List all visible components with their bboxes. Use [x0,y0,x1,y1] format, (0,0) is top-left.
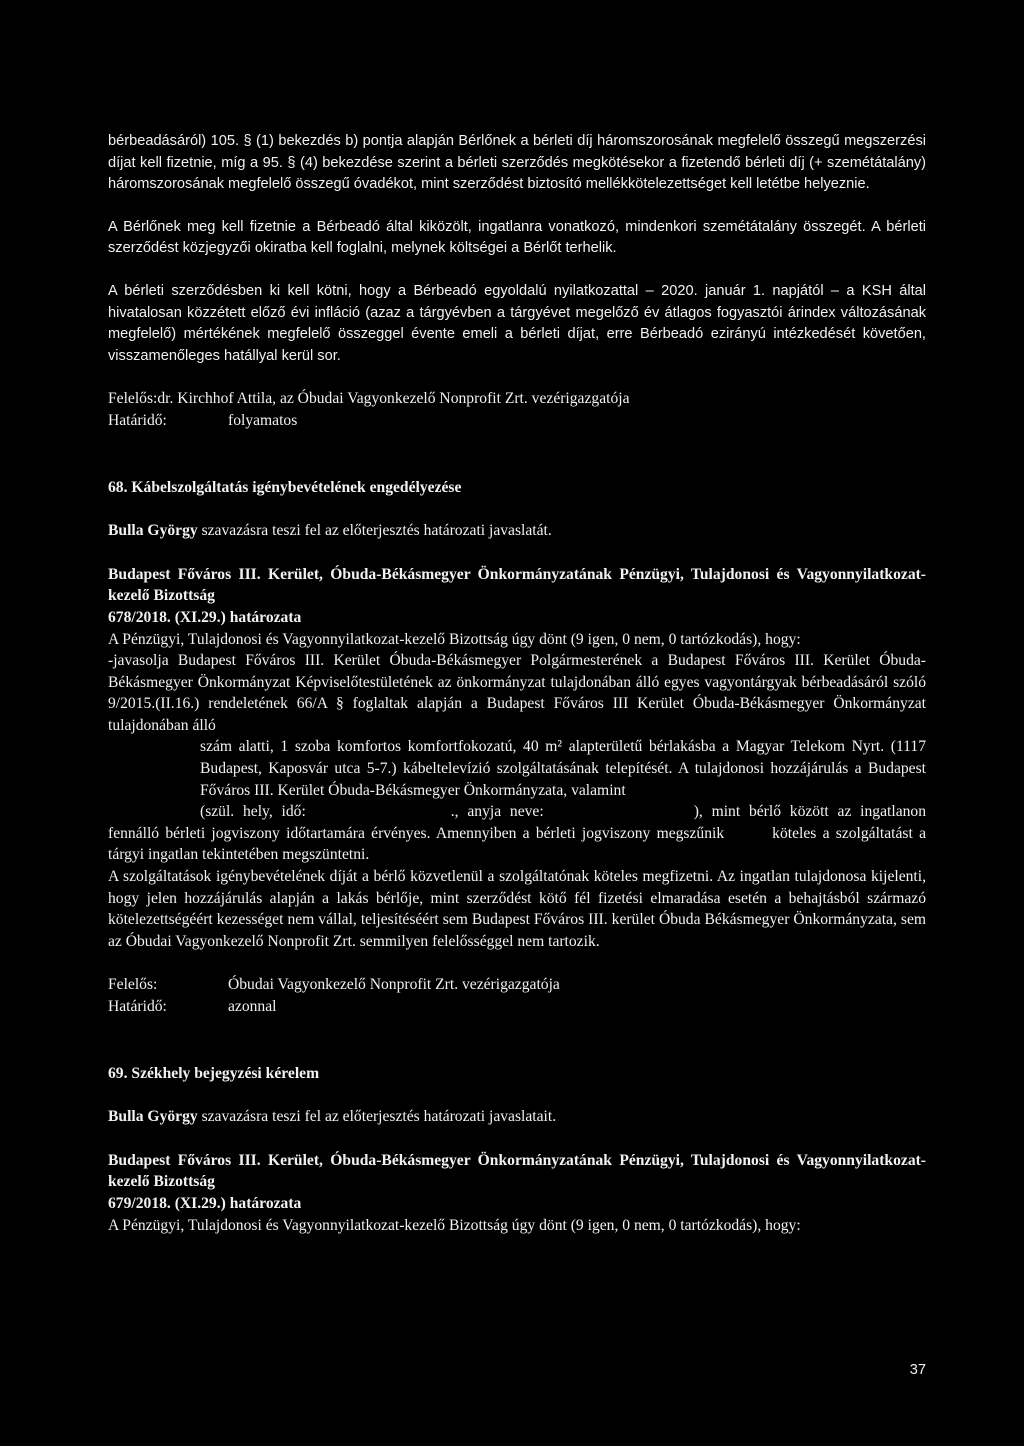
item68-decision: A Pénzügyi, Tulajdonosi és Vagyonnyilatkozat-kezelő Bizottság úgy dönt (9 igen, 0 nem, 0 tartózkodás), hogy: [108,630,801,648]
item68-resolution-number: 678/2018. (XI.29.) [108,608,226,626]
item68-vote-name: Bulla György [108,522,198,540]
item68-vote-text: szavazásra teszi fel az előterjesztés határozati javaslatát. [197,522,552,540]
item69-resolution-word: határozata [225,1194,302,1212]
item68-hatarido-label: Határidő: [108,998,167,1015]
item69-heading-title: Székhely bejegyzési kérelem [131,1064,320,1082]
item69-vote-text: szavazásra teszi fel az előterjesztés határozati javaslatait. [197,1108,557,1126]
item68-vote-line [108,520,926,542]
item68-felelos-label: Felelős: [108,976,158,994]
item68-heading-number: 68. [108,478,128,496]
item68-body-3a: (szül. hely, idő: [200,803,306,821]
item69-vote-name: Bulla György [108,1108,198,1126]
intro-paragraph-2: A Bérlőnek meg kell fizetnie a Bérbeadó által kiközölt, ingatlanra vonatkozó, mindenkori szemétátalány összegét. A bérleti szerződést közjegyzői okiratba kell foglalni, melynek költségei a Bérlőt terhelik. [108,218,926,257]
item68-hatarido-row [108,996,926,1018]
item69-heading [108,1063,926,1085]
item68-body-3 [108,801,926,866]
item68-body-4: A szolgáltatások igénybevételének díját a bérlő közvetlenül a szolgáltatónak köteles megfizetni. Az ingatlan tulajdonosa kijelenti, hogy jelen hozzájárulás alapján a lakás bérlője, mint szerződést kötő fél fizetési elmaradása esetén a behajtásból származó kötelezettségéért kezességet nem vállal, teljesítéséért sem Budapest Főváros III. kerület Óbuda Békásmegyer Önkormányzata, sem az Óbudai Vagyonkezelő Nonprofit Zrt. semmilyen felelősséggel nem tartozik. [108,868,926,950]
item69-committee: Budapest Főváros III. Kerület, Óbuda-Békásmegyer Önkormányzatának Pénzügyi, Tulajdonosi és Vagyonnyilatkozat-kezelő Bizottság [108,1151,926,1191]
item68-body-3d: köteles a szolgáltatást a tárgyi ingatlan tekintetében megszüntetni. [108,824,926,864]
intro-hatarido-row [108,410,926,432]
page-number: 37 [909,1362,926,1378]
intro-felelos-line: Felelős:dr. Kirchhof Attila, az Óbudai Vagyonkezelő Nonprofit Zrt. vezérigazgatója [108,390,630,408]
document-page [108,131,926,1236]
item69-decision: A Pénzügyi, Tulajdonosi és Vagyonnyilatkozat-kezelő Bizottság úgy dönt (9 igen, 0 nem, 0 tartózkodás), hogy: [108,1216,801,1234]
item68-body-3c: ), mint bérlő között az ingatlanon fennálló bérleti jogviszony időtartamára érvényes. Amennyiben a bérleti jogviszony megszűnik [108,803,927,842]
intro-paragraph-3: A bérleti szerződésben ki kell kötni, hogy a Bérbeadó egyoldalú nyilatkozattal – 2020. január 1. napjától – a KSH által hivatalosan közzétett előző évi infláció (azaz a tárgyévben a tárgyévet megelőző év átlagos fogyasztói árindex változásának megfelelő) mértékének megfelelő összeggel évente emeli a bérleti díjat, erre Bérbeadó ezirányú intézkedését követően, visszamenőleges hatállyal kerül sor. [108,282,926,364]
intro-hatarido-label: Határidő: [108,411,167,429]
item68-felelos-value: Óbudai Vagyonkezelő Nonprofit Zrt. vezérigazgatója [228,976,560,994]
item68-felelos-row [108,974,926,996]
intro-paragraph-1: bérbeadásáról) 105. § (1) bekezdés b) pontja alapján Bérlőnek a bérleti díj háromszorosának megfelelő összegű megszerzési díjat kell fizetnie, míg a 95. § (4) bekezdése szerint a bérleti szerződés megkötésekor a fizetendő bérleti díj (+ szemétátalány) háromszorosának megfelelő összegű óvadékot, mint szerződést biztosító mellékkötelezettséget kell letétbe helyeznie. [108,133,926,193]
item68-body-3b: ., anyja neve: [450,803,544,821]
item68-hatarido-value: azonnal [228,998,277,1015]
item68-body-2: szám alatti, 1 szoba komfortos komfortfokozatú, 40 m² alapterületű bérlakásba a Magyar Telekom Nyrt. (1117 Budapest, Kaposvár utca 5-7.) kábeltelevízió szolgáltatásának telepítését. A tulajdonosi hozzájárulás a Budapest Főváros III. Kerület Óbuda-Békásmegyer Önkormányzata, valamint [200,738,926,799]
item68-body-1: -javasolja Budapest Főváros III. Kerület Óbuda-Békásmegyer Polgármesterének a Budapest Főváros III. Kerület Óbuda-Békásmegyer Önkormányzat Képviselőtestületének az önkormányzat tulajdonában álló egyes vagyontárgyak bérbeadásáról szóló 9/2015.(II.16.) rendeletének 66/A § foglaltak alapján a Budapest Főváros III Kerület Óbuda-Békásmegyer Önkormányzat tulajdonában álló [108,652,926,734]
item69-resolution-number: 679/2018. (XI.29.) [108,1194,226,1212]
item68-resolution-word: határozata [225,608,302,626]
item68-heading [108,477,926,499]
item68-resolution-title [108,607,926,629]
item68-heading-title: Kábelszolgáltatás igénybevételének engedélyezése [131,478,462,496]
intro-hatarido-value: folyamatos [228,411,298,429]
item69-resolution-title [108,1193,926,1215]
item69-vote-line [108,1106,926,1128]
item68-committee: Budapest Főváros III. Kerület, Óbuda-Békásmegyer Önkormányzatának Pénzügyi, Tulajdonosi és Vagyonnyilatkozat-kezelő Bizottság [108,565,926,605]
item69-heading-number: 69. [108,1064,128,1082]
